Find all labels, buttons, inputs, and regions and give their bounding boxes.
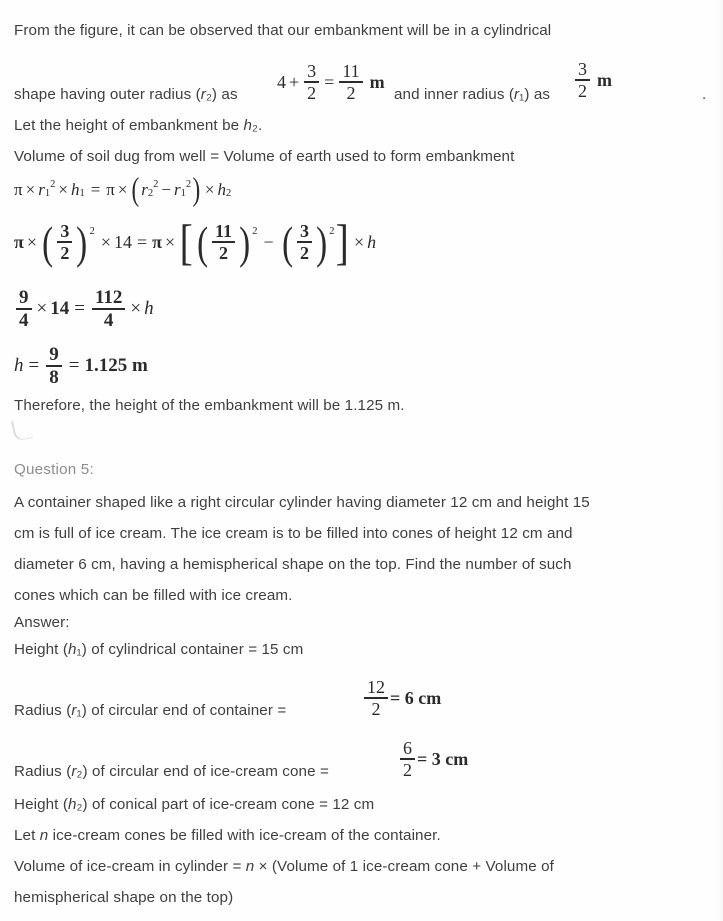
equation-1 [14, 171, 232, 208]
question-body-line-1: A container shaped like a right circular cylinder having diameter 12 cm and height 15 [14, 494, 590, 511]
answer-let-n: Let n ice-cream cones be filled with ice-cream of the container. [14, 827, 441, 844]
close-paren: ) [76, 216, 88, 268]
intro-line-2-period: . [702, 86, 707, 103]
times-symbol: × [36, 298, 48, 320]
equation-4-fraction [46, 345, 62, 387]
open-paren: ( [281, 216, 293, 268]
h2-variable: h [217, 180, 227, 199]
fraction-numerator: 3 [299, 221, 309, 241]
times-symbol: × [26, 231, 38, 252]
close-bracket: ] [336, 214, 350, 270]
fraction-numerator: 12 [367, 677, 385, 697]
question-heading: Question 5: [14, 461, 94, 478]
radius-r1-result: = 6 cm [390, 687, 442, 708]
fraction-denominator: 2 [60, 242, 70, 263]
radius-r1-fraction [364, 678, 388, 718]
h-variable: h [144, 298, 154, 320]
r1-variable: r [38, 180, 45, 199]
times-symbol: × [25, 180, 36, 199]
fraction-numerator: 9 [49, 344, 59, 365]
times-symbol: × [353, 231, 365, 252]
exponent: 2 [89, 225, 95, 237]
h-variable: h [14, 355, 24, 377]
r1-variable: r [174, 180, 181, 199]
answer-volume-line-1: Volume of ice-cream in cylinder = n × (Volume of 1 ice-cream cone + Volume of [14, 858, 554, 875]
equation-4 [14, 345, 148, 387]
equation-2-fraction-c [297, 222, 312, 262]
r1-subscript: 1 [44, 188, 51, 200]
fraction-denominator: 2 [346, 82, 356, 103]
fraction-denominator: 8 [49, 366, 59, 388]
open-paren: ( [42, 216, 54, 268]
fraction-denominator: 4 [103, 309, 114, 331]
question-body-line-4: cones which can be filled with ice cream. [14, 587, 293, 604]
open-paren: ( [196, 216, 208, 268]
equation-3-factor: 14 [50, 298, 70, 320]
exponent: 2 [252, 225, 258, 237]
radius-r1-value [362, 678, 441, 718]
r1-exponent: 2 [50, 178, 56, 190]
outer-radius-equals: = [324, 71, 335, 92]
therefore-line: Therefore, the height of the embankment will be 1.125 m. [14, 397, 405, 414]
h1-subscript: 1 [79, 188, 85, 200]
equals-symbol: = [137, 231, 148, 252]
intro-line-2-part-b: and inner radius (r₁) as [394, 86, 551, 103]
equation-2-fraction-b [212, 222, 235, 262]
equation-3 [14, 288, 154, 330]
fraction-numerator: 11 [214, 221, 232, 241]
fraction-numerator: 9 [19, 287, 29, 308]
equals-symbol: = [28, 355, 40, 377]
inner-radius-unit: m [597, 69, 612, 90]
radius-r2-result: = 3 cm [417, 748, 469, 769]
inner-radius-expression [573, 60, 612, 100]
open-bracket: [ [179, 214, 194, 270]
h1-variable: h [70, 180, 80, 199]
open-paren: ( [131, 171, 140, 208]
answer-label: Answer: [14, 614, 70, 631]
fraction-numerator: 3 [578, 59, 587, 79]
h2-subscript: 2 [226, 188, 232, 200]
outer-radius-whole: 4 [277, 71, 286, 92]
question-body-line-2: cm is full of ice cream. The ice cream is to be filled into cones of height 12 cm and [14, 525, 573, 542]
fraction-numerator: 112 [94, 287, 123, 308]
equation-4-result: 1.125 m [84, 355, 148, 377]
outer-radius-fraction-1 [304, 62, 319, 102]
r1-subscript: 1 [180, 188, 186, 200]
r2-exponent: 2 [153, 178, 159, 190]
let-height-line: Let the height of embankment be h₂. [14, 117, 263, 134]
r2-variable: r [141, 180, 148, 199]
inner-radius-fraction [575, 60, 590, 100]
answer-radius-r1: Radius (r₁) of circular end of container = [14, 702, 287, 719]
equation-3-fraction-b [92, 288, 125, 330]
minus-symbol: − [263, 231, 274, 252]
times-symbol: × [58, 180, 68, 199]
volume-equality-line: Volume of soil dug from well = Volume of earth used to form embankment [14, 148, 515, 165]
answer-height-h1: Height (h₁) of cylindrical container = 15 cm [14, 641, 304, 658]
times-symbol: × [165, 231, 176, 252]
fraction-denominator: 2 [299, 242, 309, 263]
exponent: 2 [329, 225, 335, 237]
times-symbol: × [130, 298, 142, 320]
fraction-numerator: 3 [307, 61, 317, 81]
fraction-numerator: 6 [403, 738, 412, 758]
times-symbol: × [117, 180, 128, 199]
intro-line-1: From the figure, it can be observed that our embankment will be in a cylindrical [14, 22, 552, 39]
r1-exponent: 2 [185, 178, 192, 190]
pi-symbol: π [14, 231, 24, 252]
question-body-line-3: diameter 6 cm, having a hemispherical shape on the top. Find the number of such [14, 556, 572, 573]
fraction-denominator: 2 [578, 80, 587, 101]
minus-symbol: − [161, 180, 171, 199]
close-paren: ) [239, 216, 251, 268]
page-edge-shading [719, 0, 723, 921]
close-paren: ) [192, 171, 201, 208]
r2-subscript: 2 [147, 188, 154, 200]
radius-r2-value [398, 739, 468, 779]
intro-line-2-part-a: shape having outer radius (r₂) as [14, 86, 238, 103]
fraction-denominator: 2 [371, 698, 381, 719]
outer-radius-unit: m [369, 71, 385, 92]
fraction-denominator: 2 [307, 82, 317, 103]
fraction-numerator: 11 [342, 61, 360, 81]
equation-2-factor: 14 [114, 231, 132, 252]
radius-r2-fraction [400, 739, 415, 779]
fraction-denominator: 2 [403, 759, 412, 780]
fraction-denominator: 4 [19, 309, 29, 331]
equals-symbol: = [68, 355, 80, 377]
close-paren: ) [316, 216, 328, 268]
equation-3-fraction-a [16, 288, 32, 330]
pi-symbol: π [14, 180, 23, 199]
equals-symbol: = [74, 298, 85, 320]
outer-radius-fraction-2 [339, 62, 362, 102]
pi-symbol: π [106, 180, 115, 199]
answer-height-h2: Height (h₂) of conical part of ice-cream cone = 12 cm [14, 796, 375, 813]
answer-volume-line-2: hemispherical shape on the top) [14, 889, 234, 906]
outer-radius-plus: + [289, 71, 300, 92]
h-variable: h [367, 231, 377, 252]
equation-2-fraction-a [57, 222, 72, 262]
equation-2 [14, 214, 377, 270]
answer-radius-r2: Radius (r₂) of circular end of ice-cream cone = [14, 763, 329, 780]
pi-symbol: π [152, 231, 163, 252]
equals-symbol: = [90, 180, 101, 199]
outer-radius-expression [277, 62, 385, 102]
times-symbol: × [204, 180, 215, 199]
scan-artifact [11, 417, 33, 442]
fraction-numerator: 3 [60, 221, 70, 241]
times-symbol: × [100, 231, 111, 252]
fraction-denominator: 2 [218, 242, 228, 263]
